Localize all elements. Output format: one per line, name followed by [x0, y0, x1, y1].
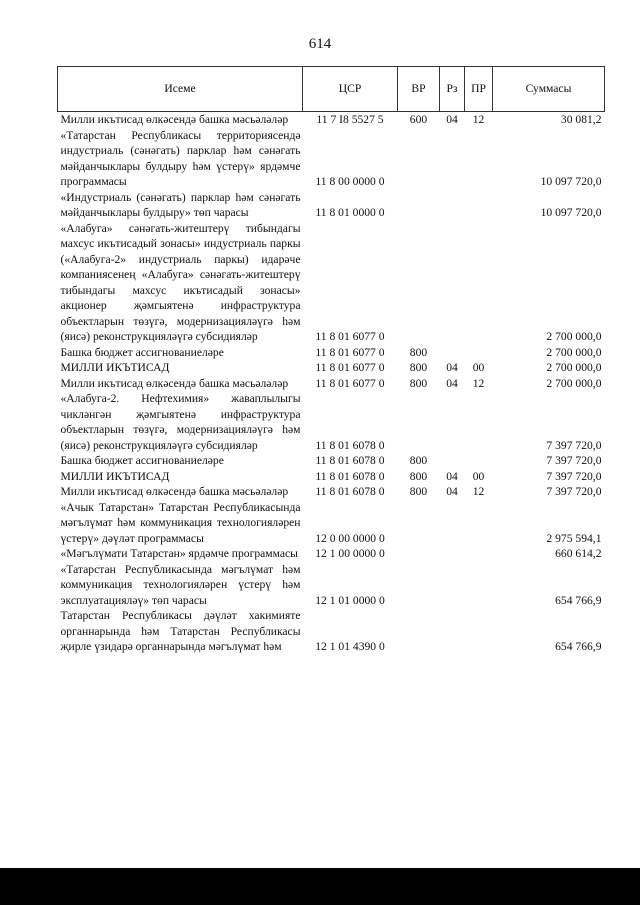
cell-rz	[440, 190, 465, 221]
table-row	[58, 562, 605, 609]
cell-rz	[440, 608, 465, 655]
cell-csr: 11 8 01 6077 0	[315, 345, 385, 359]
cell-pr: 12	[472, 113, 485, 126]
cell-sum: 7 397 720,0	[546, 454, 602, 467]
cell-rz	[440, 562, 465, 609]
cell-sum: 2 975 594,1	[546, 531, 602, 545]
cell-csr: 12 1 01 0000 0	[315, 593, 385, 607]
cell-name: «Алабуга» сәнәгать-житештерү тибындагы махсус икътисадый зонасы» индустриаль паркы («Алабуга-2» индустриаль паркы) идарәче компаниясенең «Алабуга» сәнәгать-житештерү тибындагы махсус икътисадый зонасы» акционер җәмгыятенә инфраструктура объектларын төзүгә, модернизацияләүгә һәм (яисә) реконструкцияләүгә субсидияләр	[60, 221, 301, 343]
table-row	[58, 546, 605, 562]
cell-vr: 800	[409, 485, 428, 498]
cell-name: «Татарстан Республикасында мәгълүмат һәм коммуникация технологияләрен үстерү һәм эксплуатацияләү» төп чарасы	[60, 562, 301, 607]
cell-pr	[465, 546, 493, 562]
page-number: 614	[308, 36, 332, 52]
cell-rz: 04	[446, 376, 458, 390]
cell-vr	[398, 391, 440, 453]
cell-vr: 800	[409, 361, 428, 374]
cell-vr	[398, 221, 440, 345]
cell-name: Милли икътисад өлкәсендә башка мәсьәләләр	[60, 376, 289, 390]
cell-sum: 10 097 720,0	[540, 175, 602, 188]
cell-csr: 11 8 00 0000 0	[315, 175, 385, 188]
cell-sum: 7 397 720,0	[546, 469, 602, 483]
table-row	[58, 190, 605, 221]
cell-csr: 12 1 01 4390 0	[315, 640, 385, 653]
scan-bottom-border	[0, 868, 640, 905]
cell-vr	[398, 608, 440, 655]
cell-csr: 11 8 01 6077 0	[315, 361, 385, 374]
cell-sum: 10 097 720,0	[540, 206, 602, 219]
cell-sum: 2 700 000,0	[546, 361, 602, 374]
table-row	[58, 128, 605, 190]
cell-pr	[465, 562, 493, 609]
cell-pr	[465, 608, 493, 655]
budget-table	[57, 66, 605, 655]
cell-sum: 30 081,2	[560, 113, 602, 126]
cell-rz	[440, 500, 465, 547]
table-row	[58, 391, 605, 453]
cell-name: Милли икътисад өлкәсендә башка мәсьәләләр	[60, 113, 289, 126]
cell-pr: 00	[472, 361, 485, 374]
cell-rz: 04	[446, 485, 458, 498]
table-row	[58, 376, 605, 392]
cell-pr: 12	[472, 485, 485, 498]
table-row	[58, 360, 605, 376]
cell-rz	[440, 391, 465, 453]
cell-rz	[440, 128, 465, 190]
cell-vr	[398, 562, 440, 609]
cell-csr: 12 0 00 0000 0	[315, 531, 385, 545]
cell-pr	[465, 500, 493, 547]
cell-rz	[440, 453, 465, 469]
cell-vr	[398, 128, 440, 190]
cell-vr	[398, 546, 440, 562]
cell-pr: 12	[472, 376, 485, 390]
table-header-row	[58, 67, 605, 112]
cell-sum: 2 700 000,0	[546, 330, 602, 343]
cell-rz: 04	[446, 469, 458, 483]
cell-vr: 800	[409, 376, 428, 390]
cell-vr: 600	[409, 113, 428, 126]
cell-sum: 7 397 720,0	[546, 438, 602, 452]
header-name: Исеме	[58, 67, 303, 112]
table-body	[58, 112, 605, 655]
cell-pr	[465, 453, 493, 469]
cell-csr: 12 1 00 0000 0	[315, 547, 385, 560]
table-row	[58, 221, 605, 345]
cell-vr	[398, 500, 440, 547]
cell-name: «Ачык Татарстан» Татарстан Республикасында мәгълүмат һәм коммуникация технологияләрен үстерү» дәүләт программасы	[60, 500, 301, 545]
cell-csr: 11 7 I8 5527 5	[316, 113, 384, 126]
cell-name: Башка бюджет ассигнованиеләре	[60, 345, 224, 359]
cell-vr: 800	[409, 345, 428, 359]
table-row	[58, 500, 605, 547]
table-row	[58, 453, 605, 469]
cell-csr: 11 8 01 6077 0	[315, 330, 385, 343]
cell-rz	[440, 345, 465, 361]
header-csr: ЦСР	[303, 67, 398, 112]
cell-vr: 800	[409, 454, 428, 467]
cell-pr	[465, 190, 493, 221]
cell-sum: 654 766,9	[555, 593, 602, 607]
cell-name: Башка бюджет ассигнованиеләре	[60, 454, 224, 467]
cell-sum: 654 766,9	[555, 640, 602, 653]
cell-pr	[465, 128, 493, 190]
cell-vr	[398, 190, 440, 221]
cell-pr	[465, 221, 493, 345]
header-rz: Рз	[440, 67, 465, 112]
cell-rz: 04	[446, 113, 458, 126]
cell-name: Татарстан Республикасы дәүләт хакимияте органнарында һәм Татарстан Республикасы җирле үзидарә органнарында мәгълүмат һәм	[60, 609, 301, 653]
table-row	[58, 112, 605, 128]
cell-name: «Мәгълүмати Татарстан» ярдәмче программасы	[60, 547, 298, 560]
cell-pr	[465, 391, 493, 453]
cell-csr: 11 8 01 6078 0	[315, 438, 385, 452]
table-row	[58, 484, 605, 500]
cell-csr: 11 8 01 6078 0	[315, 454, 385, 467]
cell-name: «Татарстан Республикасы территориясендә индустриаль (сәнәгать) парклар һәм сәнәгать мәйданчыклары булдыру һәм үстерү» ярдәмче программасы	[60, 128, 301, 188]
cell-sum: 2 700 000,0	[546, 376, 602, 390]
cell-csr: 11 8 01 6077 0	[315, 376, 385, 390]
header-pr: ПР	[465, 67, 493, 112]
cell-sum: 660 614,2	[555, 547, 602, 560]
cell-name: «Индустриаль (сәнәгать) парклар һәм сәнәгать мәйданчыклары булдыру» төп чарасы	[60, 190, 301, 219]
cell-name: Милли икътисад өлкәсендә башка мәсьәләләр	[60, 485, 289, 498]
cell-csr: 11 8 01 0000 0	[315, 206, 385, 219]
cell-name: МИЛЛИ ИКЪТИСАД	[60, 469, 170, 483]
table-row	[58, 608, 605, 655]
cell-name: МИЛЛИ ИКЪТИСАД	[60, 361, 170, 374]
cell-pr	[465, 345, 493, 361]
table-row	[58, 469, 605, 485]
cell-vr: 800	[409, 469, 428, 483]
cell-sum: 7 397 720,0	[546, 485, 602, 498]
cell-rz: 04	[446, 361, 458, 374]
cell-csr: 11 8 01 6078 0	[315, 485, 385, 498]
header-sum: Суммасы	[493, 67, 605, 112]
cell-pr: 00	[472, 469, 485, 483]
cell-name: «Алабуга-2. Нефтехимия» жаваплылыгы чикләнгән җәмгыятенә инфраструктура объектларын төзүгә, модернизацияләүгә һәм (яисә) реконструкцияләүгә субсидияләр	[60, 392, 301, 452]
cell-rz	[440, 546, 465, 562]
cell-sum: 2 700 000,0	[546, 345, 602, 359]
cell-csr: 11 8 01 6078 0	[315, 469, 385, 483]
header-vr: ВР	[398, 67, 440, 112]
table-row	[58, 345, 605, 361]
cell-rz	[440, 221, 465, 345]
